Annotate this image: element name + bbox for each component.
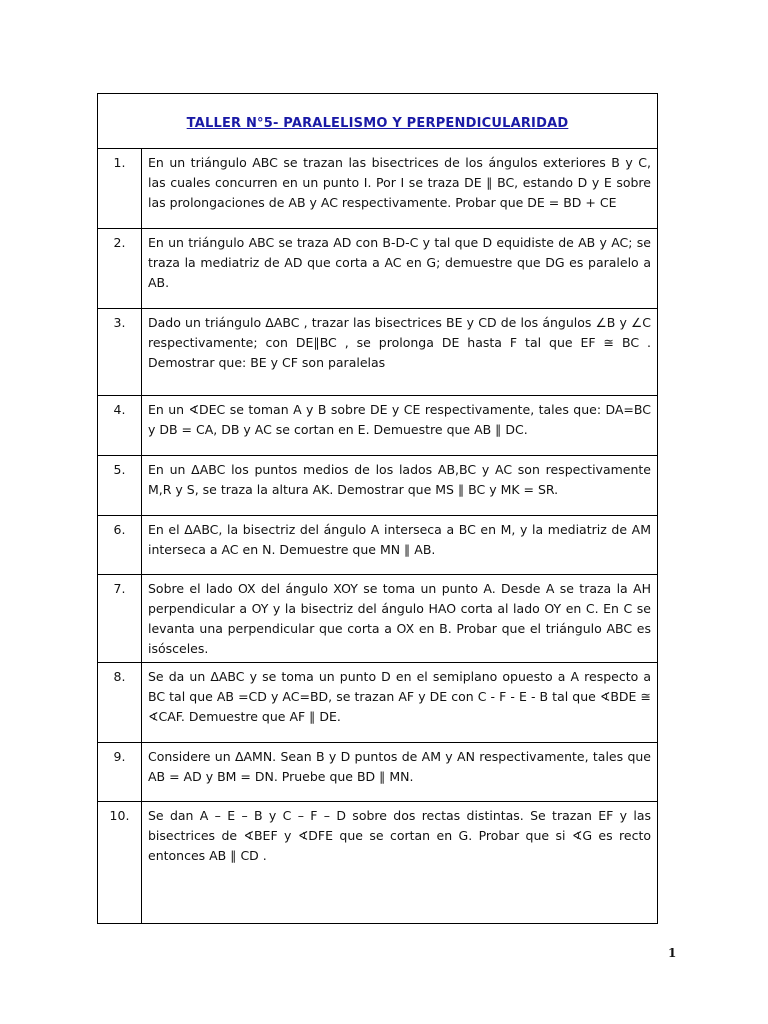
problem-row — [98, 516, 657, 575]
problem-number: 9. — [98, 743, 142, 801]
problem-number: 4. — [98, 396, 142, 455]
worksheet-table — [97, 93, 658, 924]
problem-row — [98, 396, 657, 456]
problem-number: 2. — [98, 229, 142, 308]
problem-number: 5. — [98, 456, 142, 515]
problem-row — [98, 309, 657, 396]
problem-number: 8. — [98, 663, 142, 742]
problem-text: En un triángulo ABC se traza AD con B-D-C y tal que D equidiste de AB y AC; se traza la mediatriz de AD que corta a AC en G; demuestre que DG es paralelo a AB. — [148, 235, 651, 290]
problem-text: En un ΔABC los puntos medios de los lados AB,BC y AC son respectivamente M,R y S, se traza la altura AK. Demostrar que MS ∥ BC y MK = SR. — [148, 462, 651, 497]
problem-row — [98, 802, 657, 923]
problem-row — [98, 575, 657, 663]
problem-row — [98, 229, 657, 309]
problem-row — [98, 149, 657, 229]
page-number: 1 — [668, 946, 677, 960]
problem-text: En un ∢DEC se toman A y B sobre DE y CE respectivamente, tales que: DA=BC y DB = CA, DB y AC se cortan en E. Demuestre que AB ∥ DC. — [148, 402, 651, 437]
problem-row — [98, 663, 657, 743]
problem-row — [98, 456, 657, 516]
problem-text: Se da un ΔABC y se toma un punto D en el semiplano opuesto a A respecto a BC tal que AB =CD y AC=BD, se trazan AF y DE con C - F - E - B tal que ∢BDE ≅ ∢CAF. Demuestre que AF ∥ DE. — [148, 669, 651, 724]
problem-row — [98, 743, 657, 802]
problem-text: Considere un ΔAMN. Sean B y D puntos de AM y AN respectivamente, tales que AB = AD y BM = DN. Pruebe que BD ∥ MN. — [148, 749, 651, 784]
problem-number: 10. — [98, 802, 142, 923]
problem-text: Sobre el lado OX del ángulo XOY se toma un punto A. Desde A se traza la AH perpendicular a OY y la bisectriz del ángulo HAO corta al lado OY en C. En C se levanta una perpendicular que corta a OX en B. Probar que el triángulo ABC es isósceles. — [148, 581, 651, 656]
problem-text: En un triángulo ABC se trazan las bisectrices de los ángulos exteriores B y C, las cuales concurren en un punto I. Por I se traza DE ∥ BC, estando D y E sobre las prolongaciones de AB y AC respectivamente. Probar que DE = BD + CE — [148, 155, 651, 210]
problem-number: 7. — [98, 575, 142, 662]
page-title: TALLER N°5- PARALELISMO Y PERPENDICULARIDAD — [186, 115, 569, 131]
title-cell — [98, 94, 657, 149]
problem-text: Dado un triángulo ΔABC , trazar las bisectrices BE y CD de los ángulos ∠B y ∠C respectivamente; con DE∥BC , se prolonga DE hasta F tal que EF ≅ BC . Demostrar que: BE y CF son paralelas — [148, 315, 651, 370]
problem-text: Se dan A – E – B y C – F – D sobre dos rectas distintas. Se trazan EF y las bisectrices de ∢BEF y ∢DFE que se cortan en G. Probar que si ∢G es recto entonces AB ∥ CD . — [148, 808, 651, 863]
problem-number: 3. — [98, 309, 142, 395]
problem-number: 6. — [98, 516, 142, 574]
problem-text: En el ΔABC, la bisectriz del ángulo A interseca a BC en M, y la mediatriz de AM interseca a AC en N. Demuestre que MN ∥ AB. — [148, 522, 651, 557]
problem-number: 1. — [98, 149, 142, 228]
